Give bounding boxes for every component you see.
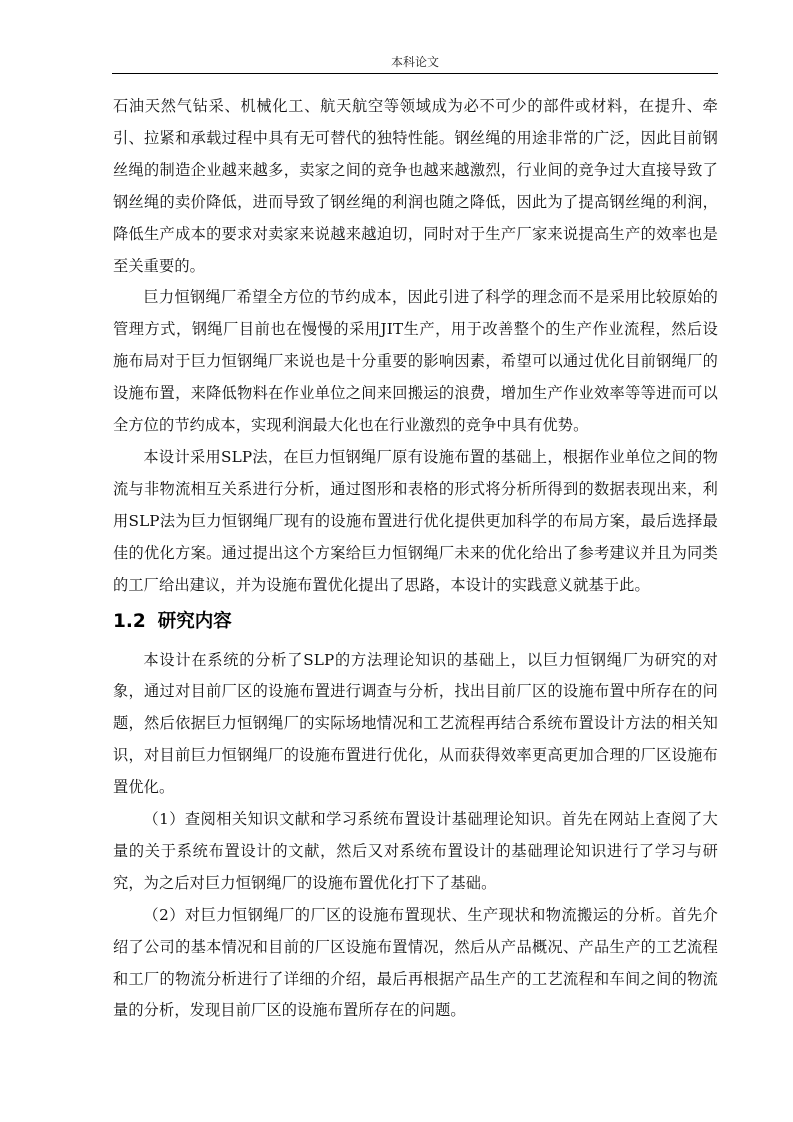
paragraph-continuation: 石油天然气钻采、机械化工、航天航空等领域成为必不可少的部件或材料，在提升、牵引、拉紧和承载过程中具有无可替代的独特性能。钢丝绳的用途非常的广泛，因此目前钢丝绳的制造企业越来越多，卖家之间的竞争也越来越激烈，行业间的竞争过大直接导致了钢丝绳的卖价降低，进而导致了钢丝绳的利润也随之降低，因此为了提高钢丝绳的利润，降低生产成本的要求对卖家来说越来越迫切，同时对于生产厂家来说提高生产的效率也是至关重要的。: [113, 97, 718, 275]
paragraph: 巨力恒钢绳厂希望全方位的节约成本，因此引进了科学的理念而不是采用比较原始的管理方式，钢绳厂目前也在慢慢的采用JIT生产，用于改善整个的生产作业流程，然后设施布局对于巨力恒钢绳厂来说也是十分重要的影响因素，希望可以通过优化目前钢绳厂的设施布置，来降低物料在作业单位之间来回搬运的浪费，增加生产作业效率等等进而可以全方位的节约成本，实现利润最大化也在行业激烈的竞争中具有优势。: [113, 288, 718, 435]
document-body: [113, 91, 718, 1027]
page-header: 本科论文: [390, 55, 439, 69]
list-item-paragraph: （1）查阅相关知识文献和学习系统布置设计基础理论知识。首先在网站上查阅了大量的关于系统布置设计的文献，然后又对系统布置设计的基础理论知识进行了学习与研究，为之后对巨力恒钢绳厂的设施布置优化打下了基础。: [113, 810, 718, 892]
section-number: 1.2: [113, 610, 146, 632]
list-item-paragraph: （2）对巨力恒钢绳厂的厂区的设施布置现状、生产现状和物流搬运的分析。首先介绍了公司的基本情况和目前的厂区设施布置情况，然后从产品概况、产品生产的工艺流程和工厂的物流分析进行了详细的介绍，最后再根据产品生产的工艺流程和车间之间的物流量的分析，发现目前厂区的设施布置所存在的问题。: [113, 905, 718, 1020]
paragraph: 本设计采用SLP法，在巨力恒钢绳厂原有设施布置的基础上，根据作业单位之间的物流与非物流相互关系进行分析，通过图形和表格的形式将分析所得到的数据表现出来，利用SLP法为巨力恒钢绳厂现有的设施布置进行优化提供更加科学的布局方案，最后选择最佳的优化方案。通过提出这个方案给巨力恒钢绳厂未来的优化给出了参考建议并且为同类的工厂给出建议，并为设施布置优化提出了思路，本设计的实践意义就基于此。: [113, 447, 718, 594]
header-rule: [112, 73, 718, 74]
section-heading: [113, 605, 718, 639]
paragraph: 本设计在系统的分析了SLP的方法理论知识的基础上，以巨力恒钢绳厂为研究的对象，通过对目前厂区的设施布置进行调查与分析，找出目前厂区的设施布置中所存在的问题，然后依据巨力恒钢绳厂的实际场地情况和工艺流程再结合系统布置设计方法的相关知识，对目前巨力恒钢绳厂的设施布置进行优化，从而获得效率更高更加合理的厂区设施布置优化。: [113, 650, 718, 797]
section-title: 研究内容: [157, 610, 232, 632]
